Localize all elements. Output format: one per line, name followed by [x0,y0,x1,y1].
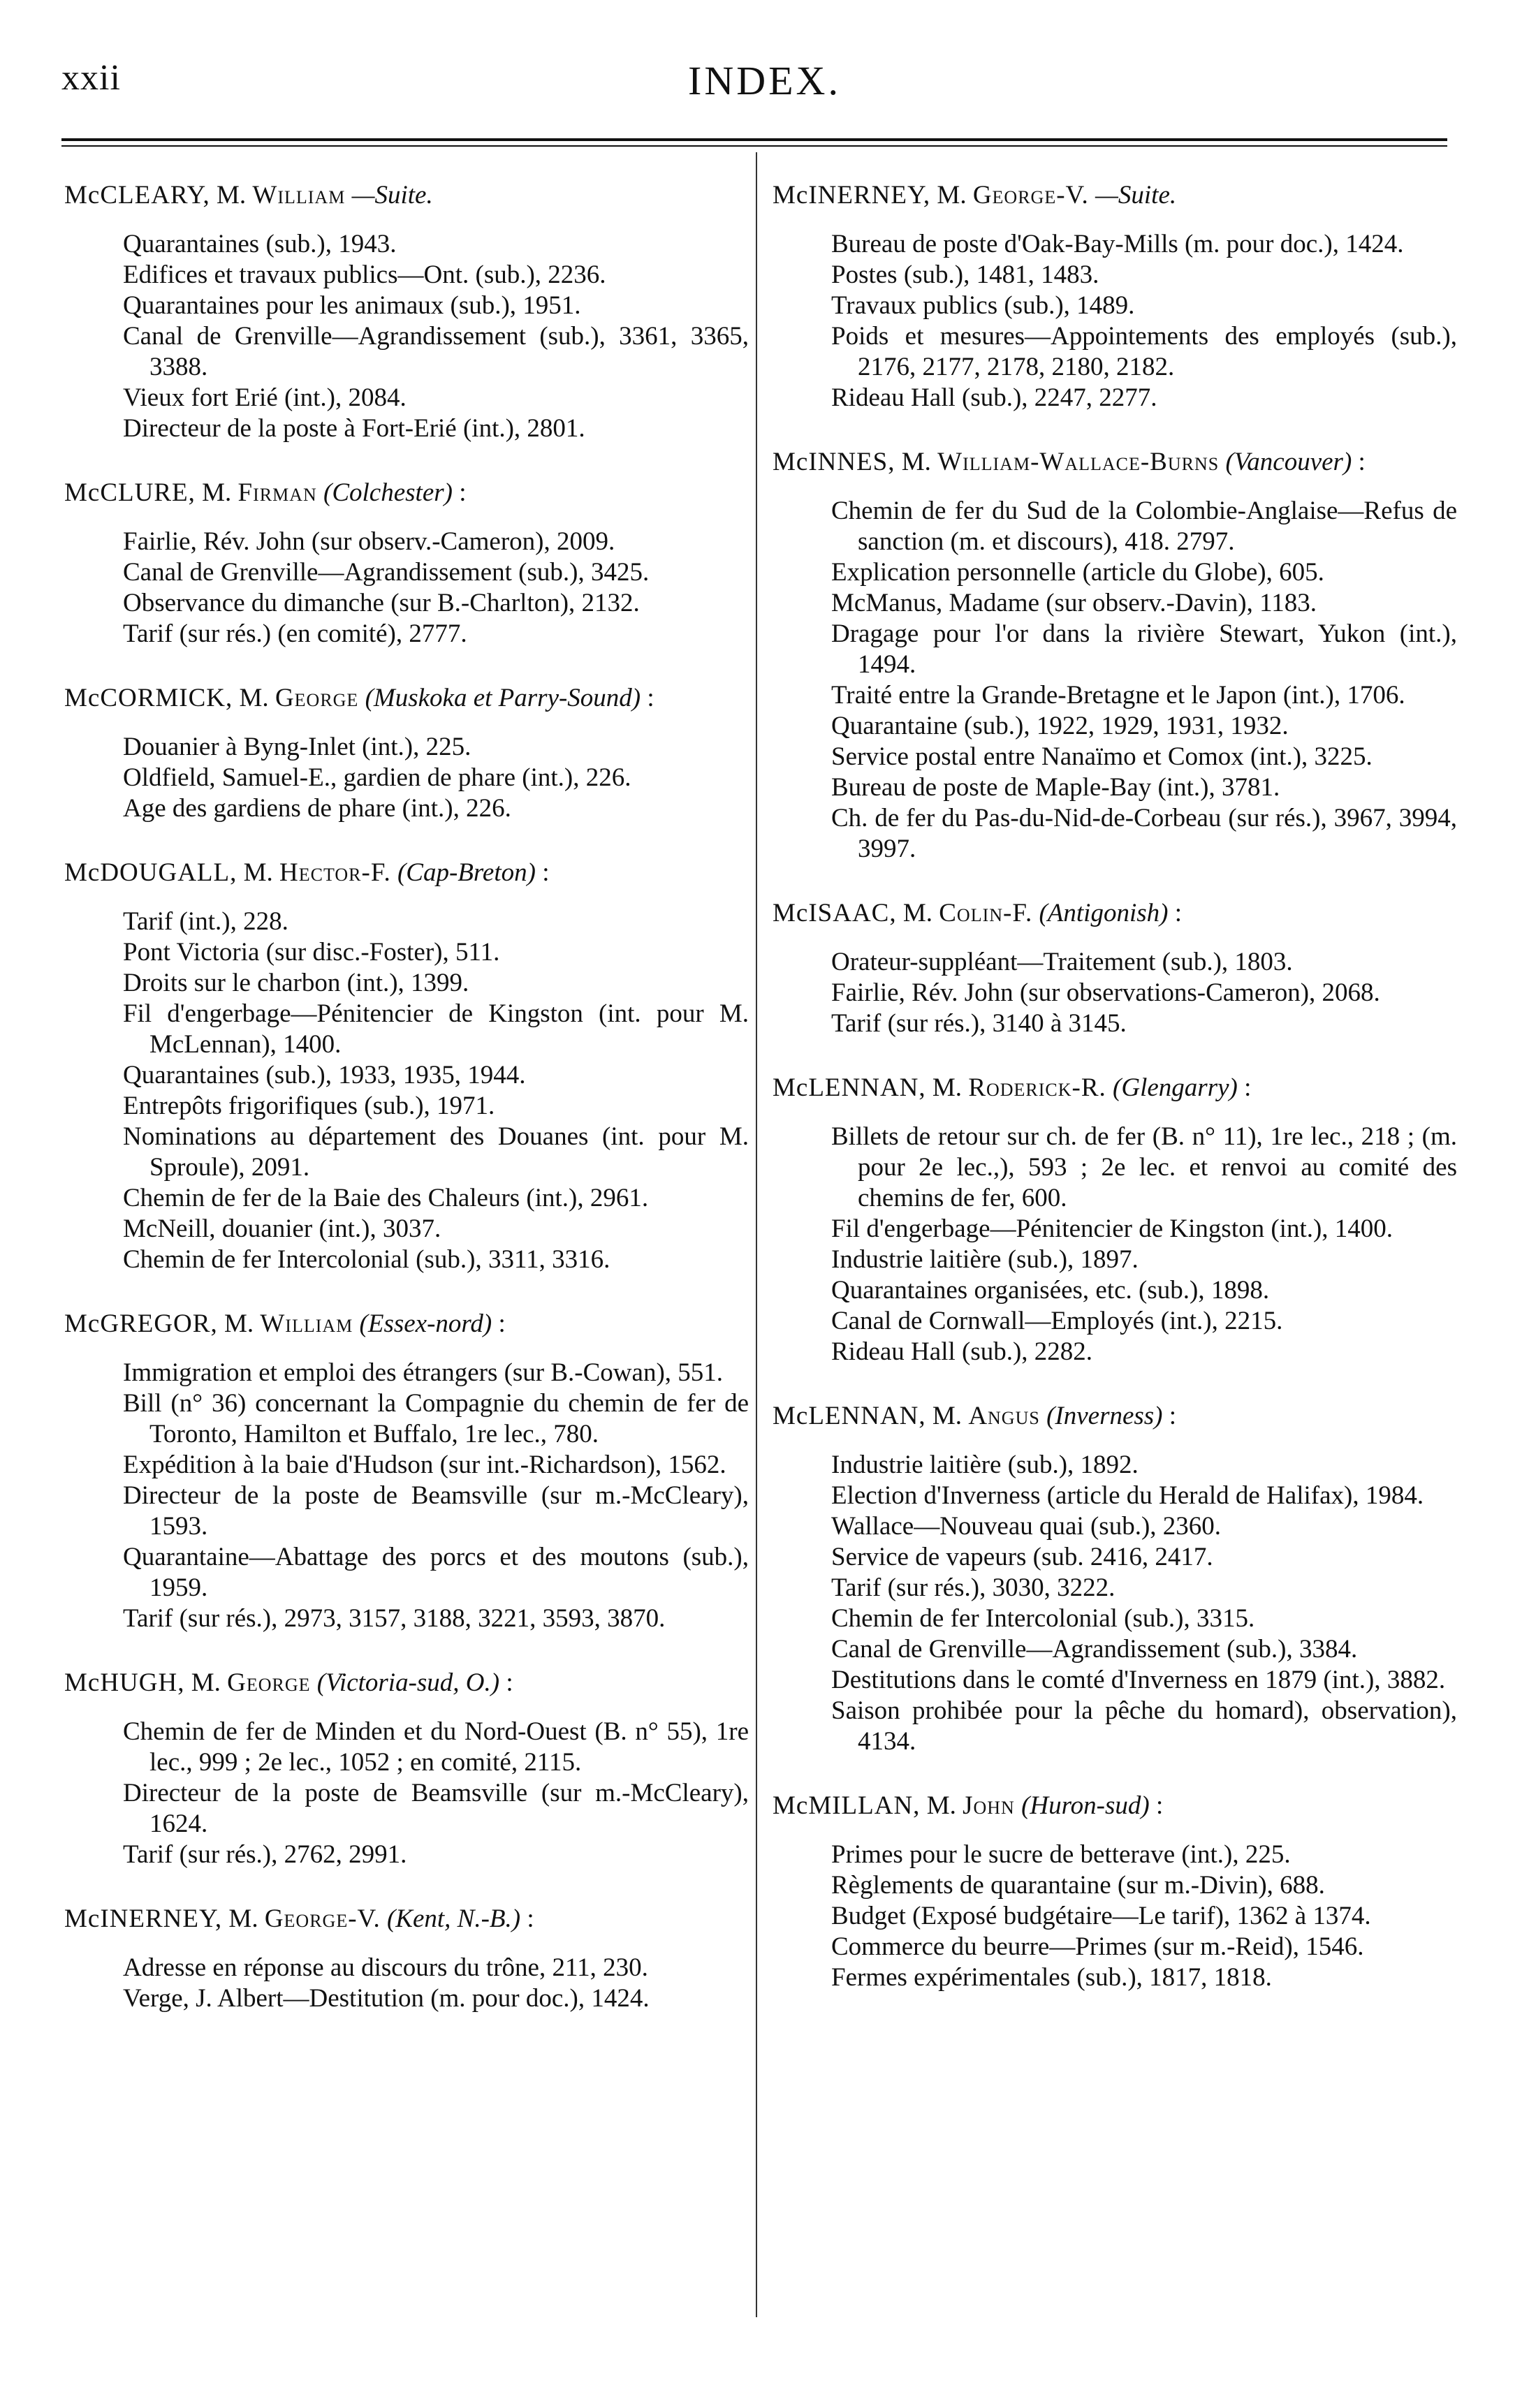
index-item: Fairlie, Rév. John (sur observations-Cameron), 2068. [831,978,1380,1007]
member-given-name: Roderick-R. [968,1073,1106,1102]
index-item: Orateur-suppléant—Traitement (sub.), 1803. [831,948,1293,976]
member-title: M. [937,181,967,210]
index-entry [773,1073,1457,1367]
member-given-name: William [260,1309,353,1338]
index-item: Chemin de fer de la Baie des Chaleurs (int.), 2961. [123,1184,649,1212]
entry-items [64,1717,749,1870]
index-entry [773,180,1457,413]
index-entry [773,447,1457,865]
index-item: Chemin de fer de Minden et du Nord-Ouest (B. n° 55), 1re lec., 999 ; 2e lec., 1052 ; en comité, 2115. [123,1717,749,1777]
entry-heading [773,1791,1457,1821]
index-item: Quarantaines organisées, etc. (sub.), 1898. [831,1276,1270,1305]
header-rule-thin [61,145,1447,147]
entry-items [64,527,749,649]
index-item: Explication personnelle (article du Globe), 605. [831,558,1324,587]
heading-punct: : [452,478,467,507]
index-item: Observance du dimanche (sur B.-Charlton), 2132. [123,589,640,617]
member-riding: —Suite. [351,181,433,210]
index-item: Quarantaine (sub.), 1922, 1929, 1931, 1932. [831,712,1289,740]
index-item: Quarantaine—Abattage des porcs et des moutons (sub.), 1959. [123,1543,749,1602]
entry-heading [64,858,749,888]
member-title: M. [243,858,273,887]
page-number: xxii [61,58,121,98]
index-item: Destitutions dans le comté d'Inverness en 1879 (int.), 3882. [831,1666,1446,1694]
index-item: Fairlie, Rév. John (sur observ.-Cameron), 2009. [123,527,615,556]
entry-heading [64,1904,749,1935]
member-given-name: William-Wallace-Burns [937,448,1220,476]
index-item: Douanier à Byng-Inlet (int.), 225. [123,733,471,761]
index-item: Chemin de fer Intercolonial (sub.), 3315. [831,1604,1255,1633]
heading-punct: : [535,858,550,887]
member-surname: McINNES, [773,448,895,476]
index-item: Election d'Inverness (article du Herald de Halifax), 1984. [831,1481,1424,1510]
index-item: McNeill, douanier (int.), 3037. [123,1214,441,1243]
index-item: Commerce du beurre—Primes (sur m.-Reid), 1546. [831,1932,1364,1961]
column-divider [756,152,757,2317]
page-title: INDEX. [688,58,841,103]
index-item: Poids et mesures—Appointements des employés (sub.), 2176, 2177, 2178, 2180, 2182. [831,322,1457,381]
index-item: Industrie laitière (sub.), 1892. [831,1451,1139,1479]
header-rule-thick [61,138,1447,141]
heading-punct: : [1149,1791,1164,1820]
index-item: Chemin de fer Intercolonial (sub.), 3311, 3316. [123,1245,610,1274]
member-surname: McISAAC, [773,899,897,927]
entry-items [64,906,749,1275]
index-entry [64,1904,749,2014]
member-given-name: Colin-F. [939,899,1033,927]
index-item: Travaux publics (sub.), 1489. [831,291,1135,320]
left-column [64,180,749,2048]
member-riding: (Colchester) [323,478,453,507]
entry-items [773,1840,1457,1993]
index-item: Canal de Grenville—Agrandissement (sub.), 3425. [123,558,650,587]
index-item: Directeur de la poste à Fort-Erié (int.), 2801. [123,414,585,443]
index-item: Edifices et travaux publics—Ont. (sub.), 2236. [123,260,606,289]
index-item: Tarif (sur rés.) (en comité), 2777. [123,619,467,648]
member-surname: McINERNEY, [64,1904,223,1933]
index-item: Fil d'engerbage—Pénitencier de Kingston (int. pour M. McLennan), 1400. [123,999,749,1059]
entry-heading [64,180,749,211]
index-item: Quarantaines (sub.), 1943. [123,230,397,258]
member-title: M. [926,1791,956,1820]
member-surname: McLENNAN, [773,1073,926,1102]
index-item: Fermes expérimentales (sub.), 1817, 1818. [831,1963,1272,1992]
entry-heading [773,1401,1457,1432]
member-surname: McCORMICK, [64,684,233,712]
index-item: Dragage pour l'or dans la rivière Stewart, Yukon (int.), 1494. [831,619,1457,679]
index-item: Billets de retour sur ch. de fer (B. n° 11), 1re lec., 218 ; (m. pour 2e lec.,), 593 ; 2e lec. et renvoi au comité des chemins de fer, 600. [831,1122,1457,1212]
entry-heading [64,1309,749,1339]
index-item: Rideau Hall (sub.), 2282. [831,1337,1093,1366]
index-item: Postes (sub.), 1481, 1483. [831,260,1099,289]
index-item: Immigration et emploi des étrangers (sur B.-Cowan), 551. [123,1358,724,1387]
member-given-name: George [227,1668,311,1697]
index-item: Tarif (sur rés.), 3140 à 3145. [831,1009,1127,1038]
entry-heading [64,683,749,714]
heading-punct: : [499,1668,513,1697]
member-riding: (Kent, N.-B.) [386,1904,521,1933]
index-item: Fil d'engerbage—Pénitencier de Kingston (int.), 1400. [831,1214,1393,1243]
index-item: Quarantaines pour les animaux (sub.), 1951. [123,291,581,320]
entry-items [64,1358,749,1634]
entry-items [773,1122,1457,1367]
index-item: Rideau Hall (sub.), 2247, 2277. [831,383,1157,412]
entry-items [64,1953,749,2014]
member-given-name: Firman [237,478,317,507]
page-header [0,0,1529,126]
member-surname: McMILLAN, [773,1791,921,1820]
index-item: Bureau de poste de Maple-Bay (int.), 3781. [831,773,1280,802]
index-entry [64,1309,749,1634]
right-column [773,180,1457,2027]
heading-punct: : [1352,448,1366,476]
entry-items [773,229,1457,413]
index-item: Entrepôts frigorifiques (sub.), 1971. [123,1092,495,1120]
index-item: Canal de Cornwall—Employés (int.), 2215. [831,1307,1283,1335]
index-item: Quarantaines (sub.), 1933, 1935, 1944. [123,1061,526,1089]
member-riding: (Huron-sud) [1021,1791,1150,1820]
member-riding: (Vancouver) [1225,448,1352,476]
index-entry [773,1791,1457,1993]
member-riding: (Cap-Breton) [397,858,536,887]
index-item: Canal de Grenville—Agrandissement (sub.), 3384. [831,1635,1358,1664]
member-title: M. [932,1073,963,1102]
index-item: Canal de Grenville—Agrandissement (sub.), 3361, 3365, 3388. [123,322,749,381]
heading-punct: : [492,1309,506,1338]
member-title: M. [228,1904,258,1933]
index-item: Directeur de la poste de Beamsville (sur m.-McCleary), 1593. [123,1481,749,1541]
index-item: Service de vapeurs (sub. 2416, 2417. [831,1543,1213,1571]
member-surname: McCLEARY, [64,181,210,210]
entry-items [773,1450,1457,1757]
index-entry [773,1401,1457,1757]
heading-punct: : [520,1904,534,1933]
entry-items [773,496,1457,865]
member-title: M. [202,478,232,507]
member-riding: (Muskoka et Parry-Sound) [365,684,641,712]
member-surname: McGREGOR, [64,1309,218,1338]
entry-items [64,229,749,444]
index-item: Pont Victoria (sur disc.-Foster), 511. [123,938,500,967]
index-entry [64,478,749,649]
entry-heading [773,447,1457,478]
heading-punct: : [641,684,654,712]
member-riding: (Essex-nord) [359,1309,492,1338]
member-given-name: William [252,181,346,210]
entry-heading [773,180,1457,211]
index-item: Droits sur le charbon (int.), 1399. [123,969,469,997]
member-title: M. [901,448,931,476]
member-given-name: George-V. [264,1904,381,1933]
index-entry [64,683,749,824]
index-entry [773,898,1457,1039]
index-item: Vieux fort Erié (int.), 2084. [123,383,407,412]
index-entry [64,1668,749,1870]
member-title: M. [902,899,932,927]
heading-punct: : [1237,1073,1252,1102]
member-riding: (Victoria-sud, O.) [316,1668,500,1697]
member-given-name: George-V. [972,181,1089,210]
index-entry [64,180,749,444]
index-item: Expédition à la baie d'Hudson (sur int.-Richardson), 1562. [123,1451,726,1479]
index-item: Tarif (sur rés.), 3030, 3222. [831,1573,1115,1602]
index-item: Age des gardiens de phare (int.), 226. [123,794,511,823]
entry-items [773,947,1457,1039]
index-item: Tarif (int.), 228. [123,907,288,936]
index-item: Bill (n° 36) concernant la Compagnie du chemin de fer de Toronto, Hamilton et Buffalo, 1re lec., 780. [123,1389,749,1448]
member-given-name: Angus [968,1402,1040,1430]
entry-heading [773,898,1457,929]
member-riding: (Inverness) [1046,1402,1163,1430]
member-surname: McINERNEY, [773,181,931,210]
index-item: Service postal entre Nanaïmo et Comox (int.), 3225. [831,742,1373,771]
member-title: M. [191,1668,221,1697]
member-title: M. [239,684,269,712]
heading-punct: : [1168,899,1182,927]
index-item: Ch. de fer du Pas-du-Nid-de-Corbeau (sur rés.), 3967, 3994, 3997. [831,804,1457,863]
member-given-name: John [963,1791,1015,1820]
index-item: Adresse en réponse au discours du trône, 211, 230. [123,1953,648,1982]
index-item: Chemin de fer du Sud de la Colombie-Anglaise—Refus de sanction (m. et discours), 418. 2797. [831,497,1457,556]
member-riding: —Suite. [1095,181,1177,210]
index-item: Bureau de poste d'Oak-Bay-Mills (m. pour doc.), 1424. [831,230,1404,258]
index-item: Oldfield, Samuel-E., gardien de phare (int.), 226. [123,763,631,792]
index-item: Traité entre la Grande-Bretagne et le Japon (int.), 1706. [831,681,1405,710]
index-item: Règlements de quarantaine (sur m.-Divin), 688. [831,1871,1325,1900]
index-item: Primes pour le sucre de betterave (int.), 225. [831,1840,1291,1869]
index-item: Saison prohibée pour la pêche du homard), observation), 4134. [831,1696,1457,1756]
member-surname: McHUGH, [64,1668,185,1697]
index-item: Directeur de la poste de Beamsville (sur m.-McCleary), 1624. [123,1779,749,1838]
member-riding: (Glengarry) [1113,1073,1238,1102]
index-item: Wallace—Nouveau quai (sub.), 2360. [831,1512,1222,1541]
index-item: McManus, Madame (sur observ.-Davin), 1183. [831,589,1317,617]
entry-items [64,732,749,824]
index-item: Verge, J. Albert—Destitution (m. pour doc.), 1424. [123,1984,650,2013]
member-given-name: Hector-F. [279,858,391,887]
member-given-name: George [275,684,359,712]
index-item: Tarif (sur rés.), 2762, 2991. [123,1840,407,1869]
index-item: Budget (Exposé budgétaire—Le tarif), 1362 à 1374. [831,1902,1371,1930]
entry-heading [64,1668,749,1698]
member-title: M. [932,1402,963,1430]
index-item: Nominations au département des Douanes (int. pour M. Sproule), 2091. [123,1122,749,1182]
index-item: Tarif (sur rés.), 2973, 3157, 3188, 3221, 3593, 3870. [123,1604,666,1633]
member-surname: McLENNAN, [773,1402,926,1430]
entry-heading [773,1073,1457,1103]
heading-punct: : [1162,1402,1177,1430]
member-title: M. [217,181,247,210]
entry-heading [64,478,749,508]
member-riding: (Antigonish) [1039,899,1169,927]
index-item: Industrie laitière (sub.), 1897. [831,1245,1139,1274]
member-surname: McDOUGALL, [64,858,237,887]
member-surname: McCLURE, [64,478,196,507]
member-title: M. [224,1309,254,1338]
index-entry [64,858,749,1275]
